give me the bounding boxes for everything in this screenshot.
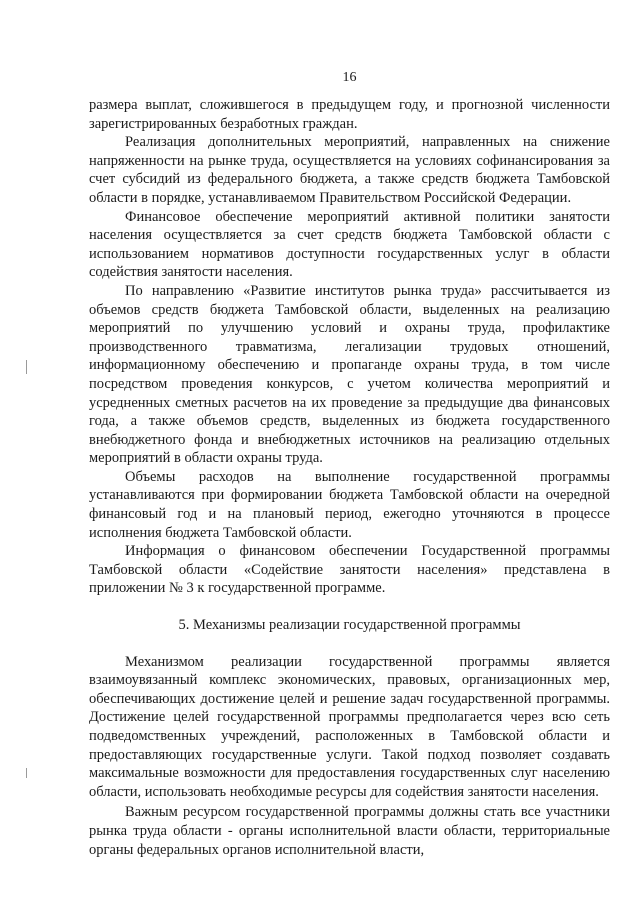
section-heading: 5. Механизмы реализации государственной программы (178, 617, 521, 634)
paragraph-1: размера выплат, сложившегося в предыдущем году, и прогнозной численности зарегистрированных безработных граждан. (89, 97, 610, 132)
page-number: 16 (342, 70, 357, 85)
paragraph-2: Реализация дополнительных мероприятий, направленных на снижение напряженности на рынке труда, осуществляется на условиях софинансирования за счет субсидий из федерального бюджета, а также средств бюджета Тамбовской области в порядке, устанавливаемом Правительством Российской Федерации. (89, 134, 610, 206)
paragraph-6: Информация о финансовом обеспечении Государственной программы Тамбовской области «Содействие занятости населения» представлена в приложении № 3 к государственной программе. (89, 543, 610, 597)
section-paragraph-2: Важным ресурсом государственной программы должны стать все участники рынка труда области - органы исполнительной власти области, территориальные органы федеральных органов исполнительной власти, (89, 804, 610, 858)
paragraph-3: Финансовое обеспечение мероприятий активной политики занятости населения осуществляется за счет средств бюджета Тамбовской области с использованием нормативов доступности государственных услуг в области содействия занятости населения. (89, 208, 610, 281)
scan-mark (26, 360, 27, 374)
scan-mark (26, 768, 27, 778)
section-paragraph-1: Механизмом реализации государственной программы является взаимоувязанный комплекс экономических, правовых, организационных мер, обеспечивающих достижение целей и решение задач государственной программы. Достижение целей государственной программы предполагается через всю сеть подведомственных учреждений, расположенных в Тамбовской области и предоставляющих государственные услуги. Такой подход позволяет создавать максимальные возможности для предоставления государственных слуг населению области, использовать необходимые ресурсы для содействия занятости населения. (89, 653, 610, 800)
paragraph-4: По направлению «Развитие институтов рынка труда» рассчитывается из объемов средств бюджета Тамбовской области, выделенных на реализацию мероприятий по улучшению условий и охраны труда, профилактике производственного травматизма, легализации трудовых отношений, информационному обеспечению и пропаганде охраны труда, в том числе посредством проведения конкурсов, с учетом количества мероприятий и усредненных сметных расчетов на их проведение за предыдущие два финансовых года, а также объемов средств, выделенных из бюджета государственного внебюджетного фонда и внебюджетных источников на реализацию отдельных мероприятий в области охраны труда. (89, 282, 610, 467)
paragraph-5: Объемы расходов на выполнение государственной программы устанавливаются при формировании бюджета Тамбовской области на очередной финансовый год и на плановый период, ежегодно уточняются в процессе исполнения бюджета Тамбовской области. (89, 468, 610, 541)
